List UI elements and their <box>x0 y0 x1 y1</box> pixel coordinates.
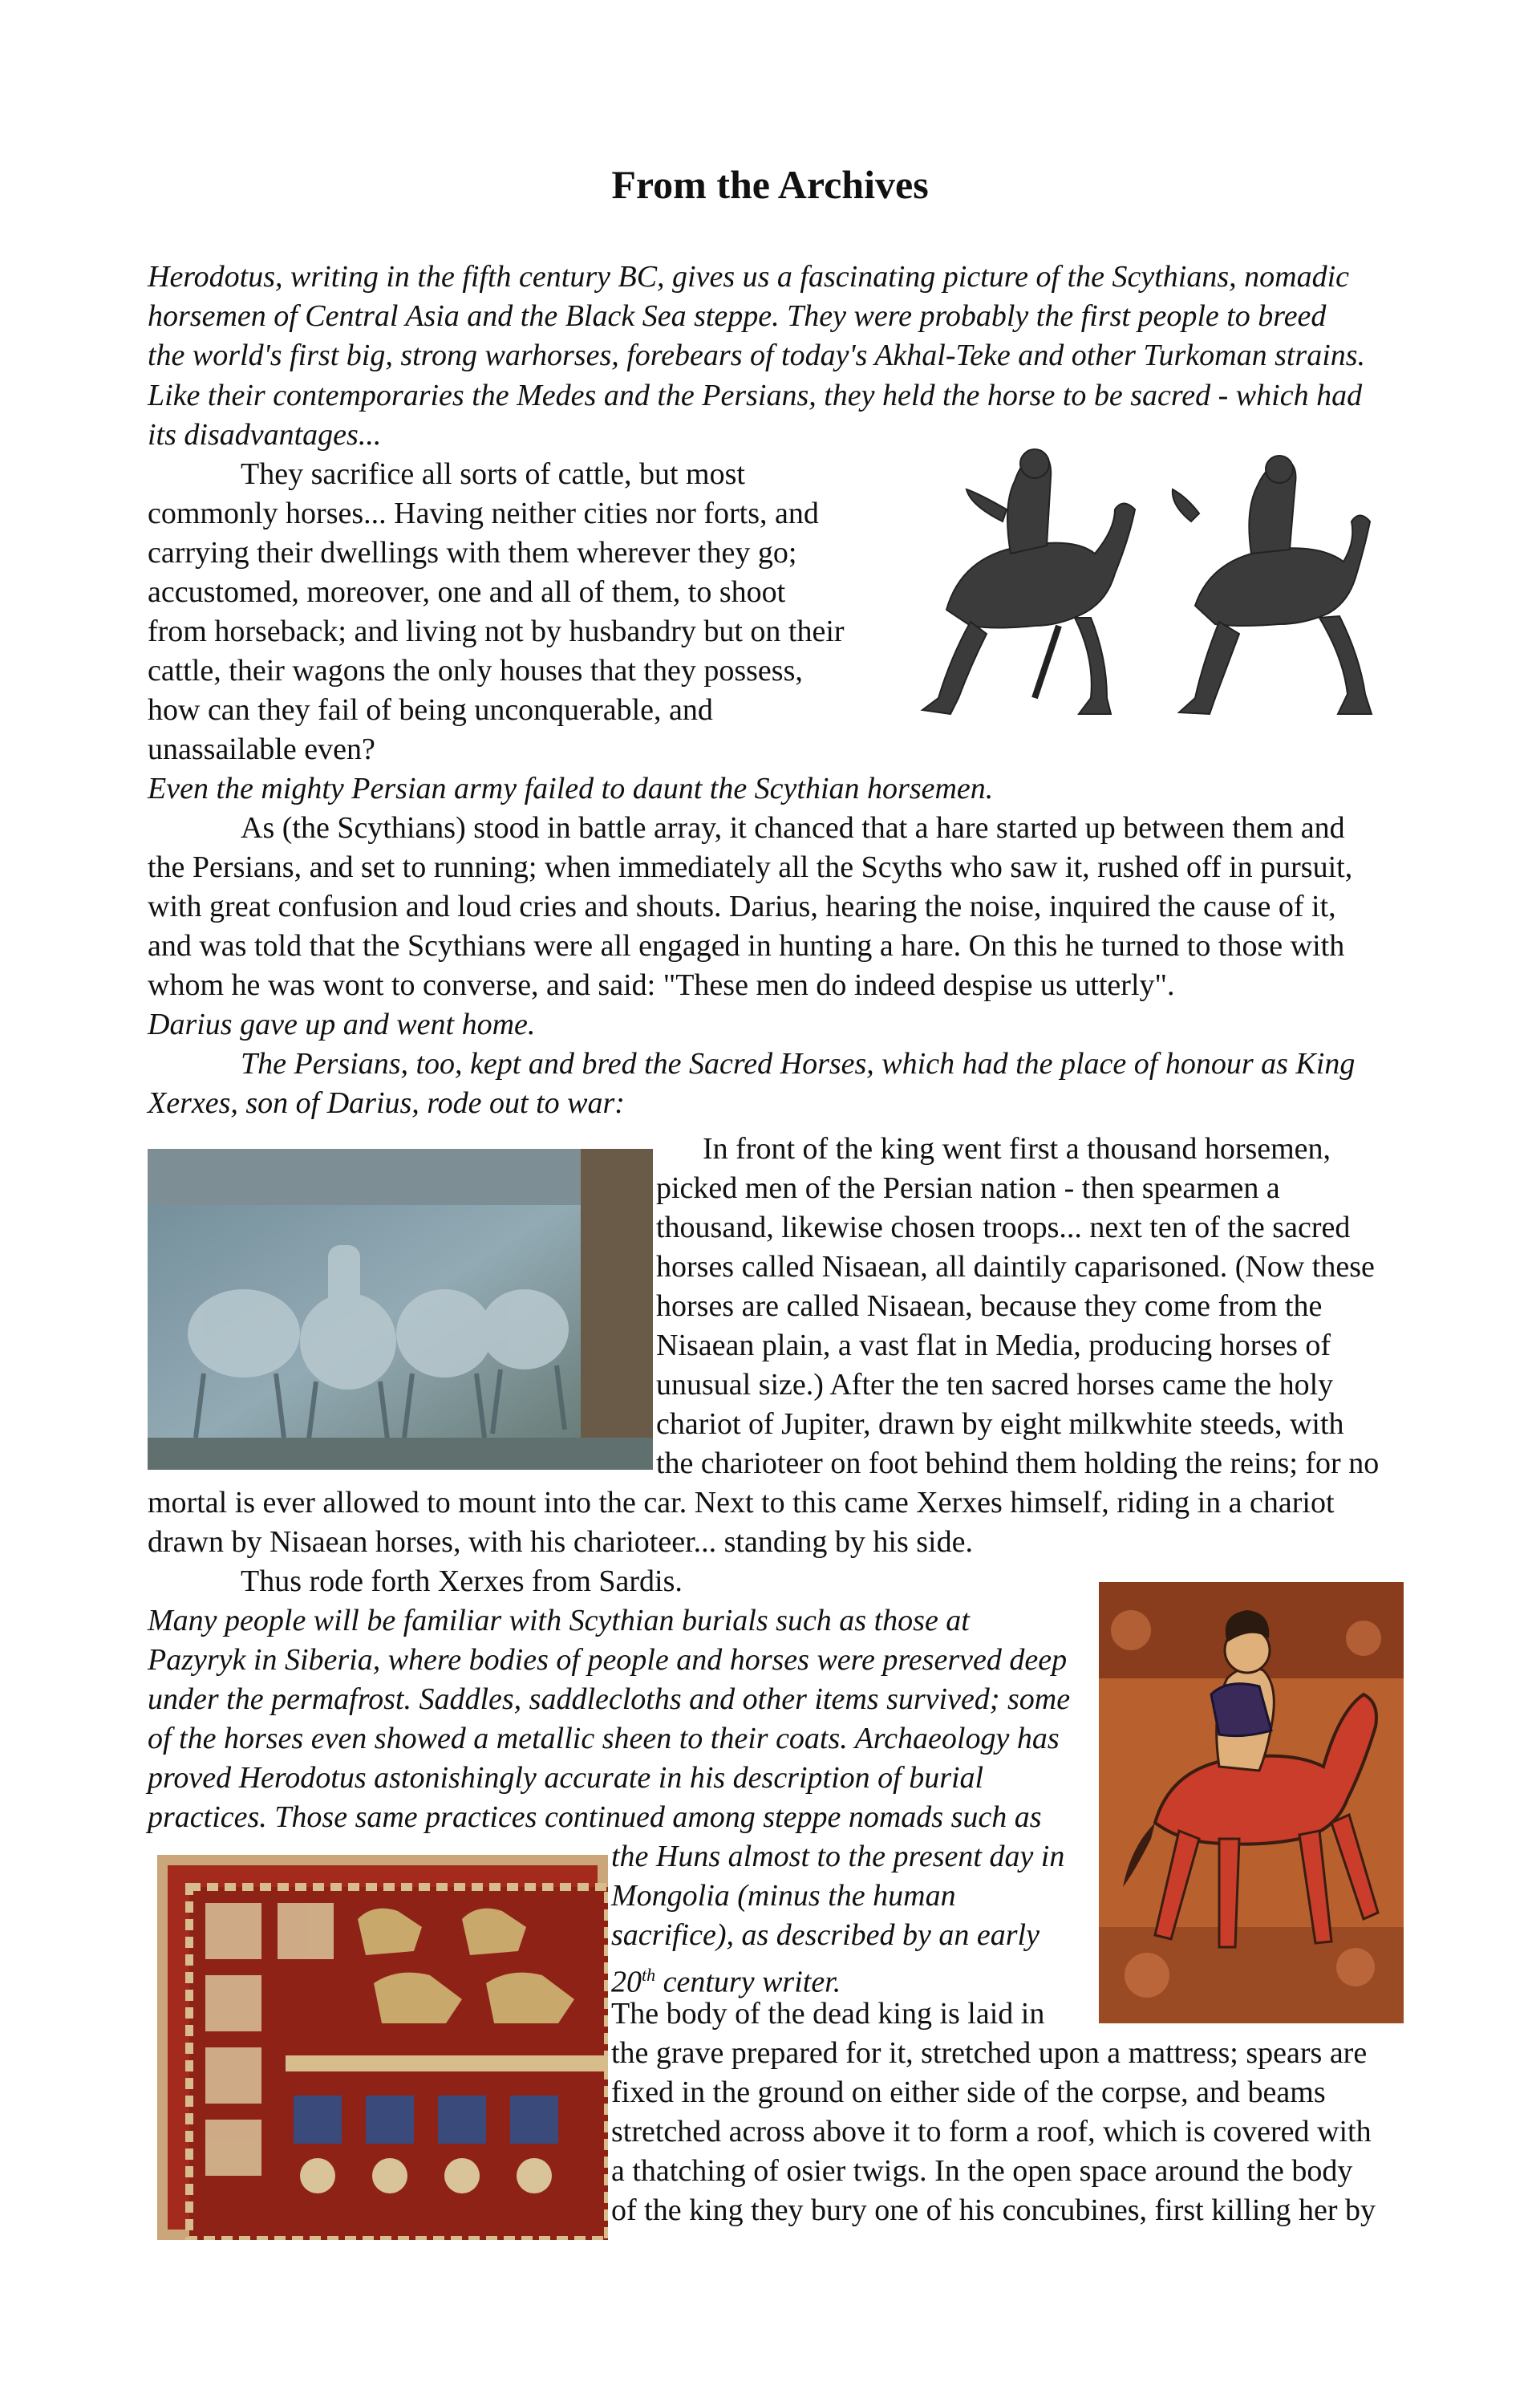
felt-horseman-image <box>1099 1582 1404 2023</box>
commentary-line: sacrifice), as described by an early <box>611 1918 1040 1952</box>
commentary-line: Xerxes, son of Darius, rode out to war: <box>148 1086 625 1120</box>
rock-relief-image <box>148 1149 653 1470</box>
quote-line: Thus rode forth Xerxes from Sardis. <box>241 1564 683 1598</box>
commentary-line: Pazyryk in Siberia, where bodies of people and horses were preserved deep <box>148 1643 1068 1677</box>
quote-line: accustomed, moreover, one and all of them, to shoot <box>148 575 786 609</box>
quote-line: horses are called Nisaean, because they come from the <box>656 1289 1323 1323</box>
quote-line: the charioteer on foot behind them holding the reins; for no <box>656 1447 1380 1480</box>
quote-line: carrying their dwellings with them wherever they go; <box>148 536 797 570</box>
quote-line: and was told that the Scythians were all engaged in hunting a hare. On this he turned to those with <box>148 929 1345 963</box>
quote-line: fixed in the ground on either side of the corpse, and beams <box>611 2075 1326 2109</box>
quote-line: unusual size.) After the ten sacred horses came the holy <box>656 1368 1334 1402</box>
quote-line: from horseback; and living not by husbandry but on their <box>148 615 845 648</box>
commentary-line: practices. Those same practices continued among steppe nomads such as <box>148 1800 1042 1834</box>
commentary-line: Many people will be familiar with Scythian burials such as those at <box>148 1604 970 1637</box>
intro-line: Like their contemporaries the Medes and the Persians, they held the horse to be sacred - which had <box>148 379 1363 412</box>
century-text: century writer. <box>655 1965 841 1999</box>
intro-line: horsemen of Central Asia and the Black Sea steppe. They were probably the first people to breed <box>148 299 1327 333</box>
commentary-line: proved Herodotus astonishingly accurate in his description of burial <box>148 1761 984 1795</box>
intro-line: the world's first big, strong warhorses, forebears of today's Akhal-Teke and other Turkoman strains. <box>148 339 1366 372</box>
quote-line: the grave prepared for it, stretched upon a mattress; spears are <box>611 2036 1368 2070</box>
commentary-line: the Huns almost to the present day in <box>611 1840 1065 1873</box>
quote-line: drawn by Nisaean horses, with his charioteer... standing by his side. <box>148 1525 973 1559</box>
quote-line: The body of the dead king is laid in <box>611 1997 1045 2031</box>
quote-line: thousand, likewise chosen troops... next ten of the sacred <box>656 1211 1351 1244</box>
quote-line: a thatching of osier twigs. In the open space around the body <box>611 2154 1353 2188</box>
quote-line: In front of the king went first a thousand horsemen, <box>703 1132 1331 1166</box>
commentary-line: Even the mighty Persian army failed to daunt the Scythian horsemen. <box>148 772 994 805</box>
quote-line: commonly horses... Having neither cities nor forts, and <box>148 497 819 530</box>
commentary-line: of the horses even showed a metallic sheen to their coats. Archaeology has <box>148 1722 1060 1755</box>
commentary-line: The Persians, too, kept and bred the Sacred Horses, which had the place of honour as King <box>241 1047 1356 1081</box>
quote-line: the Persians, and set to running; when immediately all the Scyths who saw it, rushed off in pursuit, <box>148 850 1353 884</box>
intro-line: Herodotus, writing in the fifth century BC, gives us a fascinating picture of the Scythians, nomadic <box>148 260 1350 294</box>
quote-line: unassailable even? <box>148 732 375 766</box>
quote-line: how can they fail of being unconquerable, and <box>148 693 713 727</box>
intro-line: its disadvantages... <box>148 418 382 452</box>
quote-line: cattle, their wagons the only houses that they possess, <box>148 654 803 688</box>
commentary-line: Darius gave up and went home. <box>148 1008 536 1041</box>
quote-line: stretched across above it to form a roof, which is covered with <box>611 2115 1372 2148</box>
quote-line: with great confusion and loud cries and shouts. Darius, hearing the noise, inquired the cause of it, <box>148 890 1336 923</box>
quote-line: horses called Nisaean, all daintily caparisoned. (Now these <box>656 1250 1375 1284</box>
quote-line: They sacrifice all sorts of cattle, but most <box>241 457 745 491</box>
bronze-horsemen-image <box>874 433 1396 738</box>
pazyryk-carpet-image <box>157 1855 608 2240</box>
quote-line: picked men of the Persian nation - then spearmen a <box>656 1171 1280 1205</box>
quote-line: chariot of Jupiter, drawn by eight milkwhite steeds, with <box>656 1407 1344 1441</box>
century-superscript: th <box>642 1965 656 1985</box>
commentary-line: Mongolia (minus the human <box>611 1879 956 1913</box>
quote-line: Nisaean plain, a vast flat in Media, producing horses of <box>656 1329 1331 1362</box>
quote-line: As (the Scythians) stood in battle array, it chanced that a hare started up between them and <box>241 811 1345 845</box>
commentary-line: under the permafrost. Saddles, saddlecloths and other items survived; some <box>148 1682 1071 1716</box>
quote-line: of the king they bury one of his concubines, first killing her by <box>611 2193 1376 2227</box>
century-number: 20 <box>611 1965 642 1999</box>
quote-line: mortal is ever allowed to mount into the car. Next to this came Xerxes himself, riding in a chariot <box>148 1486 1335 1520</box>
page-title: From the Archives <box>611 162 929 207</box>
quote-line: whom he was wont to converse, and said: "These men do indeed despise us utterly". <box>148 968 1175 1002</box>
